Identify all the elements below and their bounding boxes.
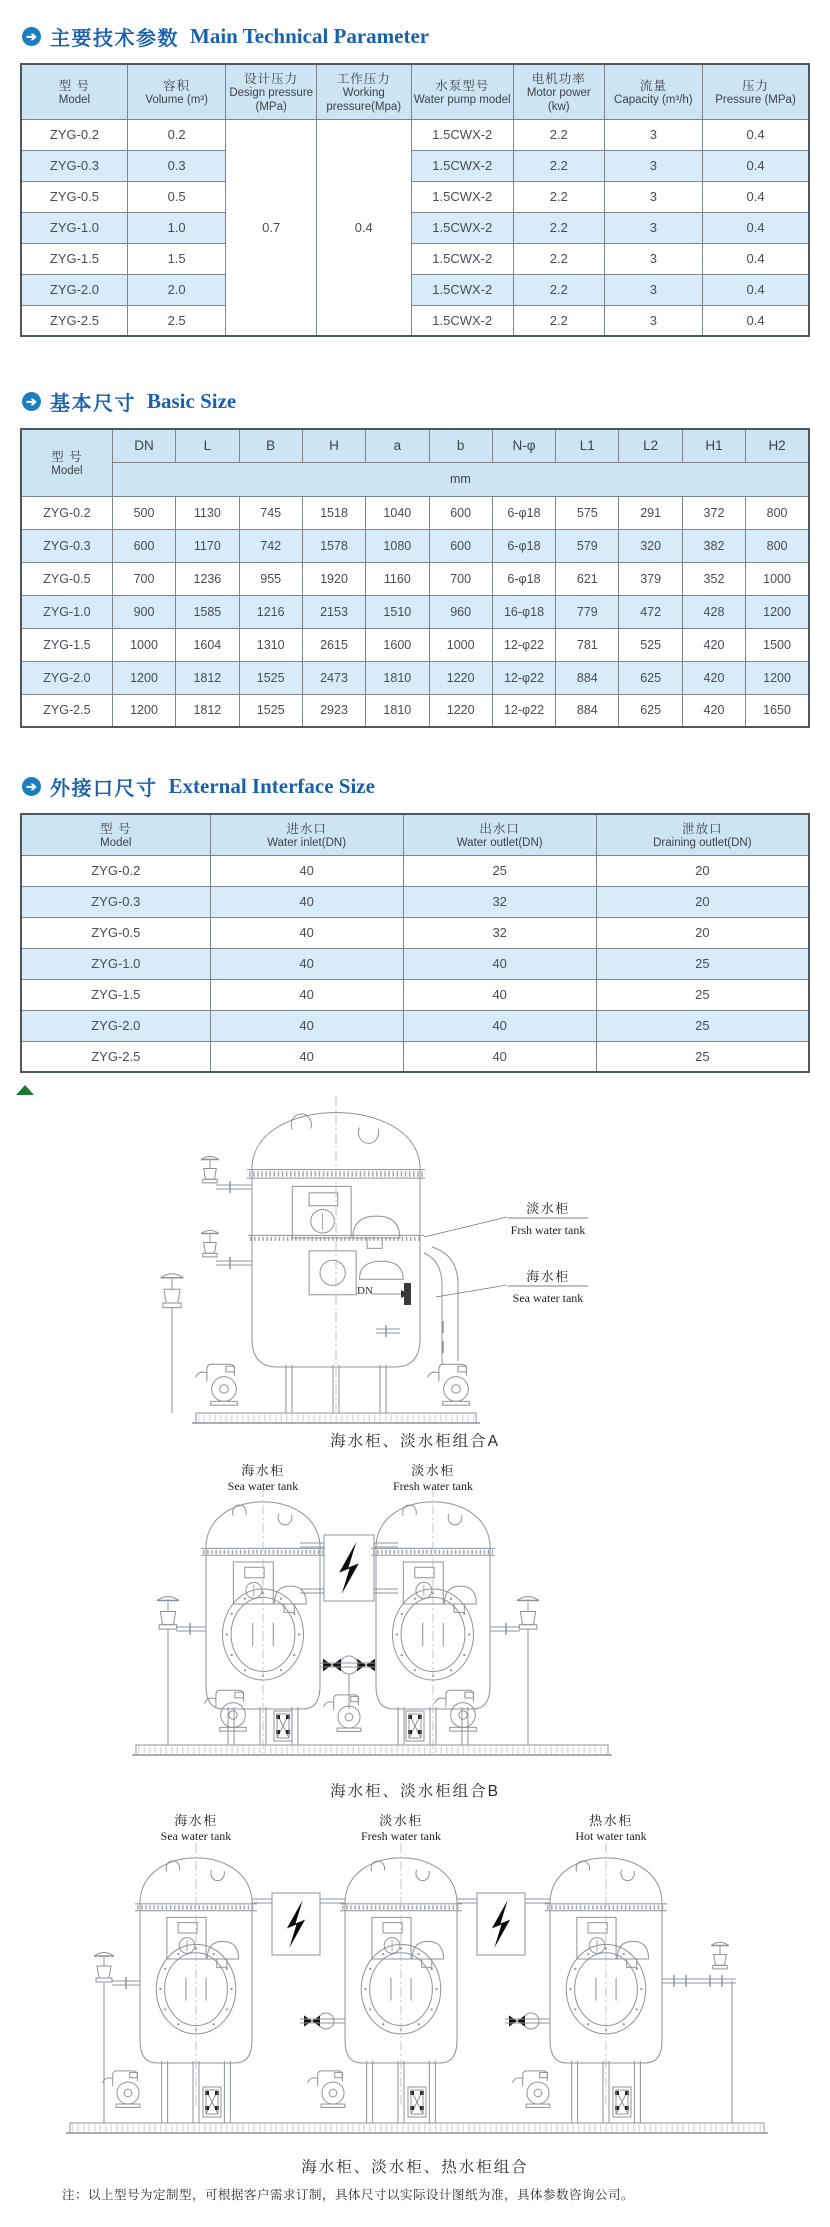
- table-row: [21, 243, 809, 274]
- arrow-bullet-icon: ➔: [22, 777, 41, 796]
- table-cell: 1650: [746, 694, 809, 727]
- table-cell: 40: [210, 948, 403, 979]
- table-cell: 2.5: [127, 305, 226, 336]
- fresh-water-tank-label-en: Fresh water tank: [361, 1829, 441, 1844]
- column-header: DN: [112, 429, 175, 462]
- table-cell: 1812: [176, 694, 239, 727]
- table-cell: 1.5CWX-2: [411, 212, 513, 243]
- table-cell: 1585: [176, 595, 239, 628]
- table-cell: ZYG-2.0: [21, 1010, 210, 1041]
- table-cell: ZYG-1.0: [21, 212, 127, 243]
- fresh-water-tank-label-en: Frsh water tank: [510, 1223, 586, 1238]
- table-cell: 2.2: [513, 243, 604, 274]
- table-cell: 779: [556, 595, 619, 628]
- table-cell: ZYG-1.5: [21, 979, 210, 1010]
- column-header: 型 号 Model: [21, 64, 127, 119]
- table-cell: 3: [604, 181, 703, 212]
- table-cell: 1.5: [127, 243, 226, 274]
- table-cell: ZYG-1.0: [21, 595, 112, 628]
- table-cell: 575: [556, 496, 619, 529]
- table-header-row: [21, 64, 809, 119]
- table-cell: 742: [239, 529, 302, 562]
- section-title-en: Basic Size: [147, 389, 237, 414]
- table-cell: ZYG-0.3: [21, 529, 112, 562]
- table-cell: 1000: [429, 628, 492, 661]
- table-cell: 1130: [176, 496, 239, 529]
- diagram-combination-b: [20, 1459, 810, 1777]
- fresh-water-tank-label-zh: 淡水柜: [379, 1813, 423, 1829]
- table-cell: 800: [746, 529, 809, 562]
- table-cell: 900: [112, 595, 175, 628]
- table-cell: 1000: [112, 628, 175, 661]
- table-cell: ZYG-2.5: [21, 1041, 210, 1072]
- table-row: [21, 661, 809, 694]
- table-cell: 0.4: [703, 150, 809, 181]
- table-cell: 500: [112, 496, 175, 529]
- table-cell: 3: [604, 243, 703, 274]
- column-header: 工作压力 Working pressure(Mpa): [316, 64, 411, 119]
- table-unit-row: [21, 462, 809, 496]
- table-row: [21, 305, 809, 336]
- table-row: [21, 119, 809, 150]
- table-cell: 40: [403, 979, 596, 1010]
- table-cell: 625: [619, 694, 682, 727]
- table-cell: 800: [746, 496, 809, 529]
- table-cell: 0.5: [127, 181, 226, 212]
- table-cell: 40: [210, 886, 403, 917]
- table-cell: 1040: [366, 496, 429, 529]
- table-cell: 1812: [176, 661, 239, 694]
- column-header: L2: [619, 429, 682, 462]
- table-cell: 472: [619, 595, 682, 628]
- fresh-water-tank-label-zh: 淡水柜: [411, 1463, 455, 1479]
- table-cell: 1080: [366, 529, 429, 562]
- table-cell: 428: [682, 595, 745, 628]
- table-row: [21, 948, 809, 979]
- table-cell: ZYG-0.5: [21, 917, 210, 948]
- table-cell: 20: [596, 917, 809, 948]
- table-cell: 382: [682, 529, 745, 562]
- section-title-tech: [22, 22, 810, 51]
- column-header: 进水口 Water inlet(DN): [210, 814, 403, 855]
- table-cell: ZYG-0.5: [21, 562, 112, 595]
- table-cell: 40: [403, 1010, 596, 1041]
- table-cell: 2.2: [513, 181, 604, 212]
- table-cell: 20: [596, 886, 809, 917]
- table-cell: 2.2: [513, 305, 604, 336]
- fresh-water-tank-label-zh: 淡水柜: [526, 1201, 570, 1217]
- table-cell: 1236: [176, 562, 239, 595]
- table-cell: ZYG-0.3: [21, 150, 127, 181]
- table-cell: 525: [619, 628, 682, 661]
- table-cell: ZYG-1.5: [21, 628, 112, 661]
- table-cell: 2923: [302, 694, 365, 727]
- table-cell: 1.5CWX-2: [411, 305, 513, 336]
- table-cell: 2.2: [513, 212, 604, 243]
- table-cell: ZYG-2.5: [21, 694, 112, 727]
- sea-water-tank-label-zh: 海水柜: [174, 1813, 218, 1829]
- table-cell: 1220: [429, 694, 492, 727]
- table-cell: 884: [556, 694, 619, 727]
- table-cell: 2153: [302, 595, 365, 628]
- table-cell: 0.4: [703, 181, 809, 212]
- table-cell: 600: [429, 496, 492, 529]
- table-cell: ZYG-0.2: [21, 119, 127, 150]
- table-cell: 884: [556, 661, 619, 694]
- column-header: H1: [682, 429, 745, 462]
- table-cell: 3: [604, 212, 703, 243]
- table-cell: 6-φ18: [492, 496, 555, 529]
- table-cell: 420: [682, 661, 745, 694]
- table-cell: 3: [604, 119, 703, 150]
- column-header: 设计压力 Design pressure (MPa): [226, 64, 317, 119]
- column-header: B: [239, 429, 302, 462]
- table-cell: 32: [403, 886, 596, 917]
- diagram-combination-c: [20, 1809, 810, 2153]
- table-cell: 32: [403, 917, 596, 948]
- table-row: [21, 595, 809, 628]
- column-header: N-φ: [492, 429, 555, 462]
- column-header: H: [302, 429, 365, 462]
- section-title-interface: [22, 772, 810, 801]
- table-cell: 6-φ18: [492, 529, 555, 562]
- table-header-row: [21, 814, 809, 855]
- table-cell: 745: [239, 496, 302, 529]
- table-cell: 25: [596, 948, 809, 979]
- table-cell: 1810: [366, 661, 429, 694]
- table-row: [21, 1041, 809, 1072]
- table-cell: 1.5CWX-2: [411, 274, 513, 305]
- column-header: 容积 Volume (m³): [127, 64, 226, 119]
- table-cell: 25: [596, 1010, 809, 1041]
- sea-water-tank-label-zh: 海水柜: [241, 1463, 285, 1479]
- sea-water-tank-label-en: Sea water tank: [227, 1479, 299, 1494]
- column-header: H2: [746, 429, 809, 462]
- table-cell: ZYG-0.2: [21, 855, 210, 886]
- table-row: [21, 562, 809, 595]
- table-cell: 3: [604, 274, 703, 305]
- table-cell: 1.0: [127, 212, 226, 243]
- table-cell: 12-φ22: [492, 628, 555, 661]
- table-cell: 600: [429, 529, 492, 562]
- table-cell: 25: [596, 979, 809, 1010]
- table-cell: 40: [403, 948, 596, 979]
- table-cell: 40: [210, 1041, 403, 1072]
- sea-water-tank-label-zh: 海水柜: [526, 1269, 570, 1285]
- table-cell: 700: [112, 562, 175, 595]
- diagram-combination-a: [20, 1095, 810, 1427]
- table-cell: 955: [239, 562, 302, 595]
- table-row: [21, 694, 809, 727]
- diagram-c-caption: 海水柜、淡水柜、热水柜组合: [301, 2159, 529, 2177]
- fresh-water-tank-label-en: Fresh water tank: [393, 1479, 473, 1494]
- table-row: [21, 628, 809, 661]
- table-cell: 1.5CWX-2: [411, 181, 513, 212]
- basic-size-table: [20, 428, 810, 728]
- table-cell: 0.3: [127, 150, 226, 181]
- table-cell: 1525: [239, 661, 302, 694]
- table-cell: 1510: [366, 595, 429, 628]
- diagram-b-caption: 海水柜、淡水柜组合B: [330, 1783, 500, 1801]
- section-title-en: External Interface Size: [168, 774, 375, 799]
- column-header: a: [366, 429, 429, 462]
- table-cell: 1578: [302, 529, 365, 562]
- table-cell: 1810: [366, 694, 429, 727]
- section-title-zh: 外接口尺寸: [50, 778, 158, 801]
- table-cell: 1.5CWX-2: [411, 243, 513, 274]
- table-cell: 2.2: [513, 119, 604, 150]
- table-cell: 25: [403, 855, 596, 886]
- column-header: 型 号 Model: [21, 429, 112, 496]
- section-title-zh: 基本尺寸: [50, 393, 136, 416]
- table-cell: 0.4: [703, 305, 809, 336]
- footnote: 注：以上型号为定制型，可根据客户需求订制，具体尺寸以实际设计图纸为准，具体参数咨询公司。: [62, 2188, 635, 2203]
- table-cell: 420: [682, 628, 745, 661]
- table-cell: 12-φ22: [492, 694, 555, 727]
- table-cell: 420: [682, 694, 745, 727]
- table-row: [21, 855, 809, 886]
- table-cell: 960: [429, 595, 492, 628]
- table-cell: 1160: [366, 562, 429, 595]
- table-cell: 1200: [746, 661, 809, 694]
- table-row: [21, 917, 809, 948]
- column-header: 流量 Capacity (m³/h): [604, 64, 703, 119]
- table-cell: 40: [210, 917, 403, 948]
- table-cell: 1.5CWX-2: [411, 150, 513, 181]
- table-cell: 2.0: [127, 274, 226, 305]
- table-cell: 1216: [239, 595, 302, 628]
- unit-header: mm: [112, 462, 809, 496]
- column-header: 压力 Pressure (MPa): [703, 64, 809, 119]
- table-cell: 2473: [302, 661, 365, 694]
- table-cell: 372: [682, 496, 745, 529]
- table-cell: 1920: [302, 562, 365, 595]
- column-header: b: [429, 429, 492, 462]
- section-title-basic: [22, 387, 810, 416]
- table-cell: 1200: [112, 694, 175, 727]
- table-cell: 1200: [746, 595, 809, 628]
- sea-water-tank-label-en: Sea water tank: [160, 1829, 232, 1844]
- table-cell: 621: [556, 562, 619, 595]
- table-cell: ZYG-1.0: [21, 948, 210, 979]
- table-cell: 291: [619, 496, 682, 529]
- table-cell: 1500: [746, 628, 809, 661]
- table-cell: 0.4: [316, 119, 411, 336]
- table-cell: 2615: [302, 628, 365, 661]
- arrow-bullet-icon: ➔: [22, 392, 41, 411]
- table-cell: 320: [619, 529, 682, 562]
- table-cell: 1170: [176, 529, 239, 562]
- column-header: 泄放口 Draining outlet(DN): [596, 814, 809, 855]
- column-header: 型 号 Model: [21, 814, 210, 855]
- hot-water-tank-label-zh: 热水柜: [589, 1813, 633, 1829]
- table-cell: 1200: [112, 661, 175, 694]
- table-row: [21, 529, 809, 562]
- table-cell: 3: [604, 150, 703, 181]
- table-cell: 0.7: [226, 119, 317, 336]
- section-title-en: Main Technical Parameter: [190, 24, 430, 48]
- table-cell: ZYG-2.0: [21, 274, 127, 305]
- table-cell: ZYG-0.3: [21, 886, 210, 917]
- column-header: L1: [556, 429, 619, 462]
- dn-port-label: DN: [357, 1285, 373, 1298]
- table-cell: 0.4: [703, 212, 809, 243]
- table-cell: 1604: [176, 628, 239, 661]
- green-triangle-marker: [16, 1085, 34, 1095]
- table-cell: 1.5CWX-2: [411, 119, 513, 150]
- table-row: [21, 181, 809, 212]
- diagram-a-caption: 海水柜、淡水柜组合A: [330, 1433, 500, 1451]
- table-cell: 1600: [366, 628, 429, 661]
- table-cell: ZYG-0.2: [21, 496, 112, 529]
- table-cell: 2.2: [513, 150, 604, 181]
- table-row: [21, 212, 809, 243]
- table-cell: 379: [619, 562, 682, 595]
- column-header: L: [176, 429, 239, 462]
- column-header: 水泵型号 Water pump model: [411, 64, 513, 119]
- table-cell: 1518: [302, 496, 365, 529]
- table-cell: 1310: [239, 628, 302, 661]
- table-row: [21, 496, 809, 529]
- table-cell: 781: [556, 628, 619, 661]
- external-interface-size-table: [20, 813, 810, 1073]
- table-cell: 352: [682, 562, 745, 595]
- table-cell: 0.4: [703, 119, 809, 150]
- table-cell: 40: [210, 1010, 403, 1041]
- table-row: [21, 979, 809, 1010]
- table-cell: 600: [112, 529, 175, 562]
- table-cell: 1525: [239, 694, 302, 727]
- table-header-row: [21, 429, 809, 462]
- table-cell: 12-φ22: [492, 661, 555, 694]
- table-cell: 700: [429, 562, 492, 595]
- column-header: 电机功率 Motor power (kw): [513, 64, 604, 119]
- arrow-bullet-icon: ➔: [22, 27, 41, 46]
- table-cell: 1000: [746, 562, 809, 595]
- table-cell: 0.4: [703, 274, 809, 305]
- main-technical-parameter-table: [20, 63, 810, 337]
- table-cell: 40: [210, 855, 403, 886]
- hot-water-tank-label-en: Hot water tank: [575, 1829, 647, 1844]
- table-cell: 0.2: [127, 119, 226, 150]
- table-cell: 16-φ18: [492, 595, 555, 628]
- table-cell: 625: [619, 661, 682, 694]
- table-cell: 3: [604, 305, 703, 336]
- section-title-zh: 主要技术参数: [50, 28, 179, 50]
- table-cell: ZYG-0.5: [21, 181, 127, 212]
- table-cell: 25: [596, 1041, 809, 1072]
- table-row: [21, 1010, 809, 1041]
- table-cell: 6-φ18: [492, 562, 555, 595]
- table-cell: 0.4: [703, 243, 809, 274]
- table-row: [21, 274, 809, 305]
- table-cell: ZYG-2.0: [21, 661, 112, 694]
- table-row: [21, 886, 809, 917]
- column-header: 出水口 Water outlet(DN): [403, 814, 596, 855]
- table-cell: 1220: [429, 661, 492, 694]
- table-cell: 40: [403, 1041, 596, 1072]
- sea-water-tank-label-en: Sea water tank: [512, 1291, 584, 1306]
- table-cell: 2.2: [513, 274, 604, 305]
- table-cell: 20: [596, 855, 809, 886]
- table-cell: 40: [210, 979, 403, 1010]
- table-cell: 579: [556, 529, 619, 562]
- table-row: [21, 150, 809, 181]
- table-cell: ZYG-1.5: [21, 243, 127, 274]
- table-cell: ZYG-2.5: [21, 305, 127, 336]
